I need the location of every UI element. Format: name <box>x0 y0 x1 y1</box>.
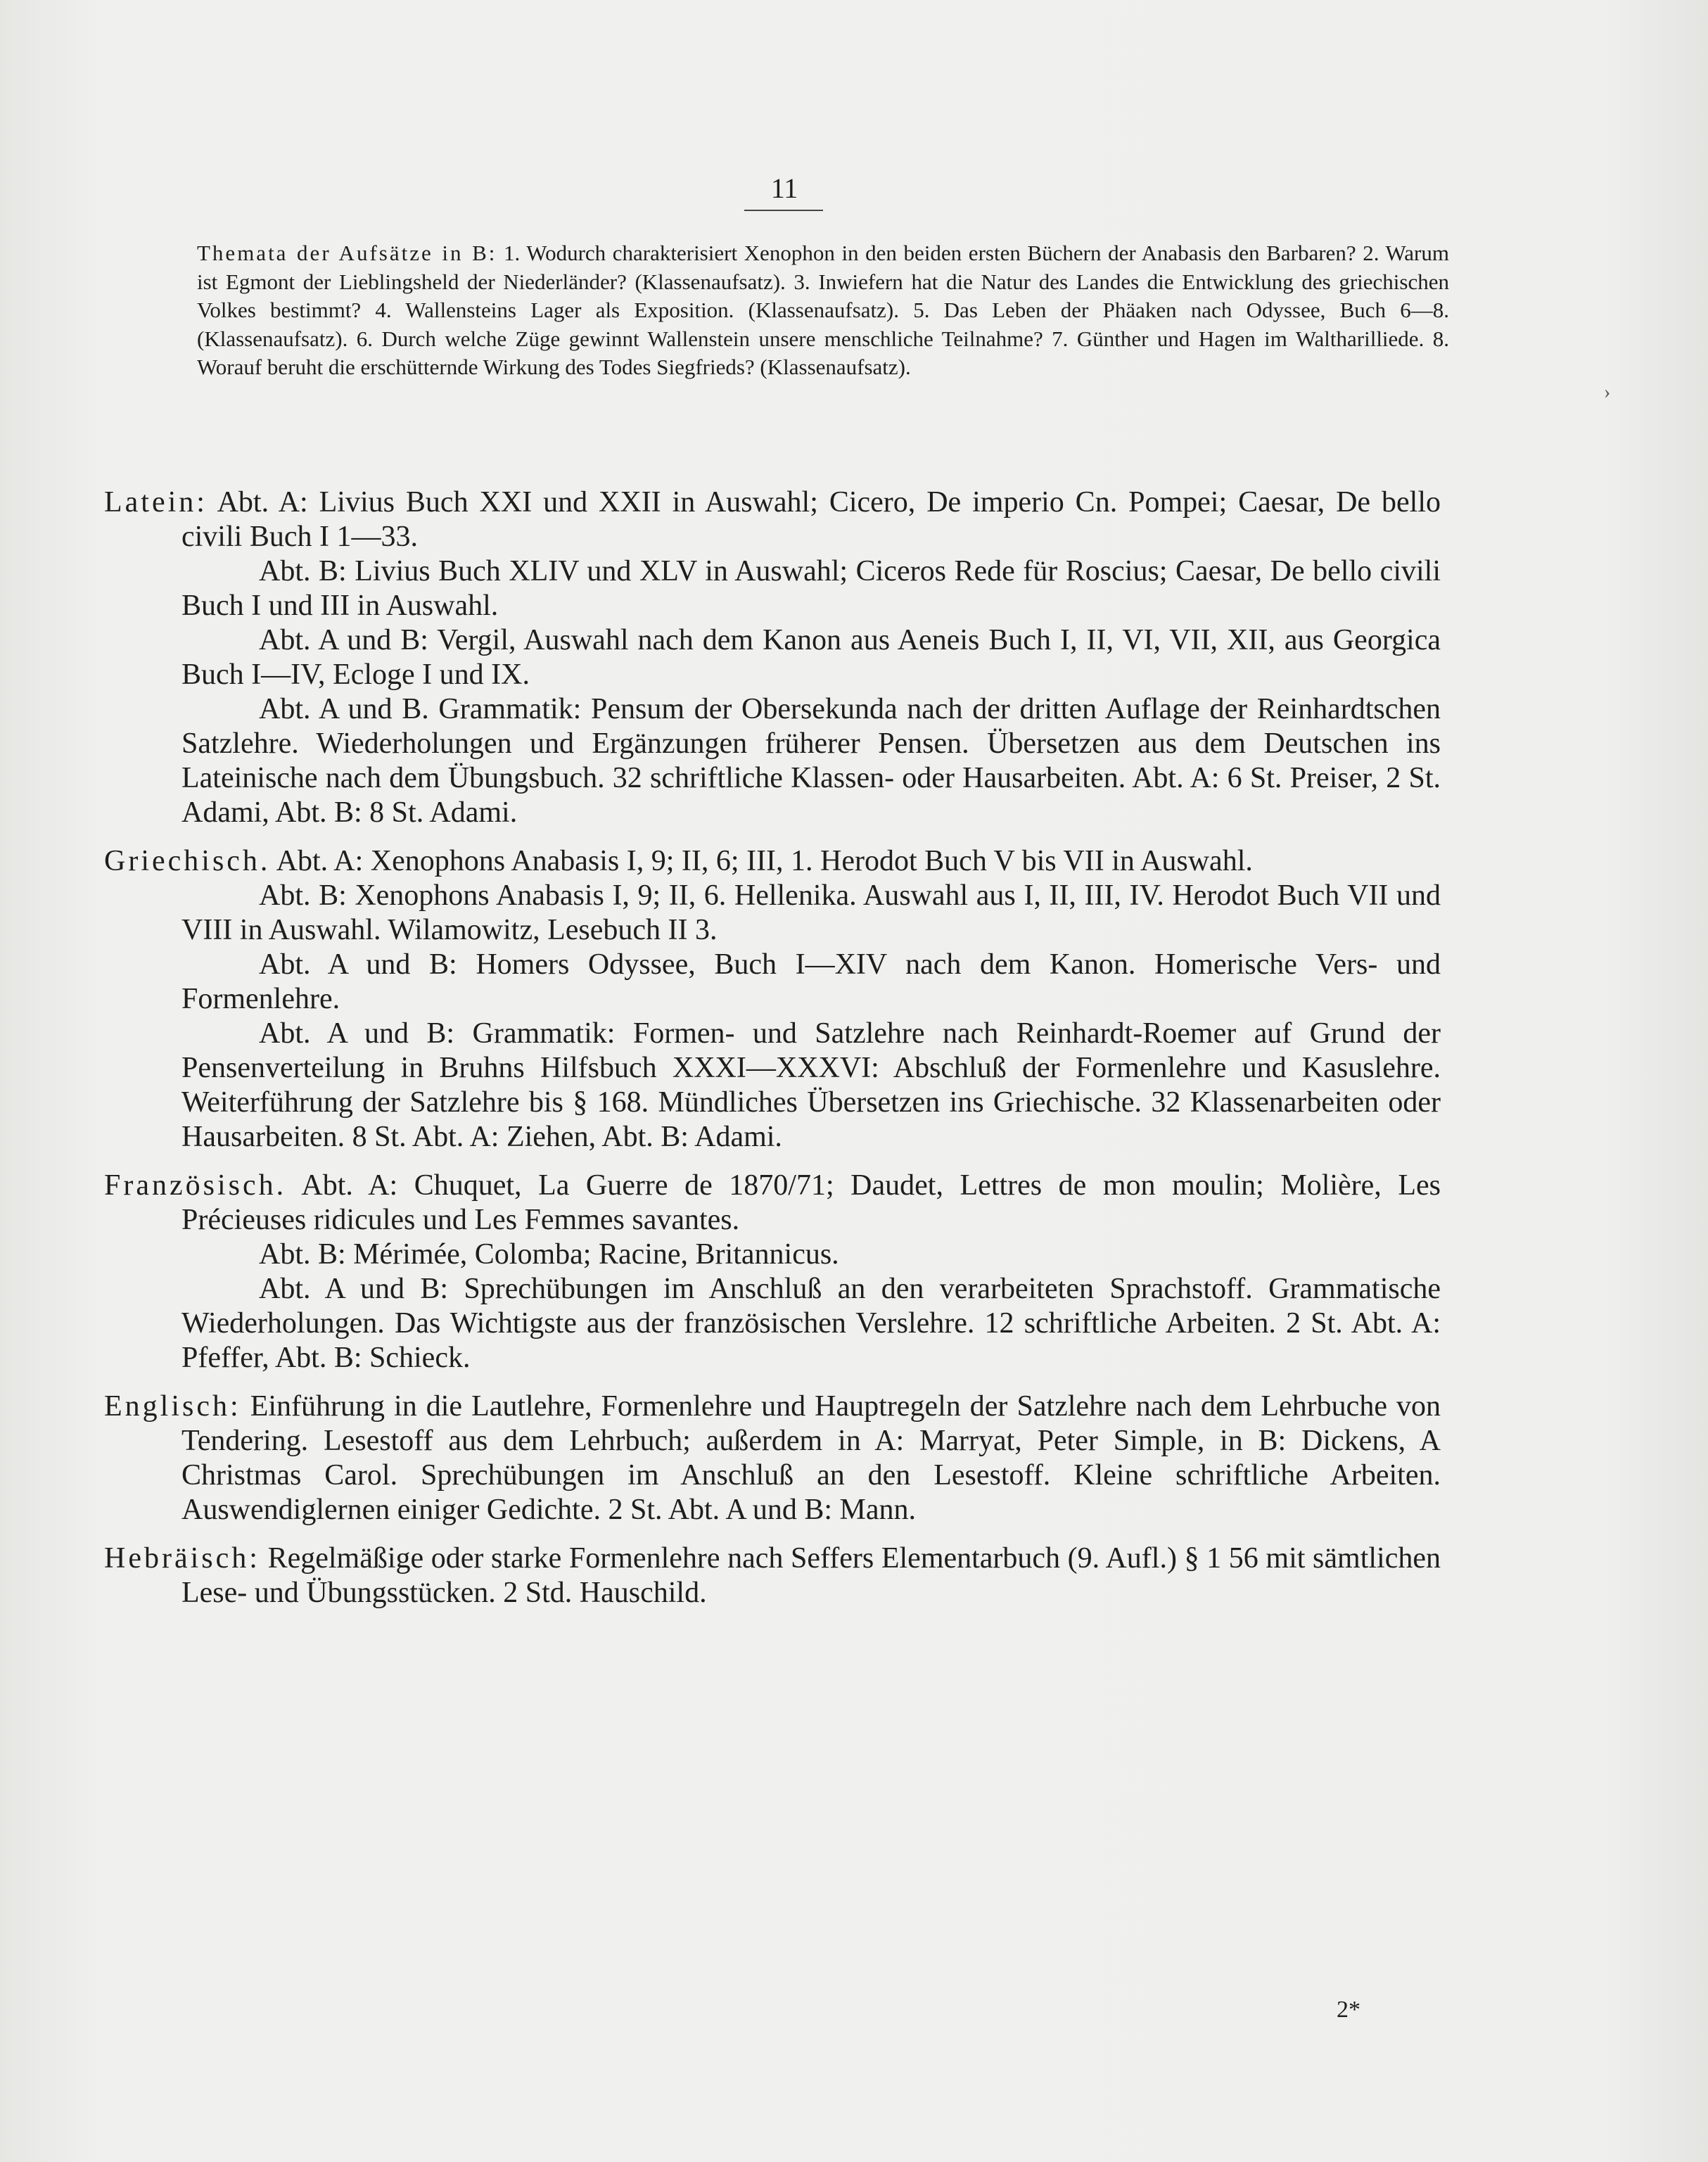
griechisch-heading: Griechisch. <box>104 845 271 877</box>
margin-mark: › <box>1604 381 1611 403</box>
franzoesisch-heading: Französisch. <box>104 1169 287 1202</box>
page-number: 11 <box>770 172 798 204</box>
latein-heading: Latein: <box>104 486 208 519</box>
griechisch-p2: Abt. B: Xenophons Anabasis I, 9; II, 6. Hellenika. Auswahl aus I, II, III, IV. Herodot Buch VII und VIII in Auswahl. Wilamowitz, Lesebuch II 3. <box>181 879 1441 946</box>
signature-mark: 2* <box>1337 1997 1360 2023</box>
griechisch-section <box>104 844 1441 879</box>
latein-p4: Abt. A und B. Grammatik: Pensum der Obersekunda nach der dritten Auflage der Reinhardtschen Satzlehre. Wiederholungen und Ergänzungen früherer Pensen. Übersetzen aus dem Deutschen ins Lateinische nach dem Übungsbuch. 32 schriftliche Klassen- oder Hausarbeiten. Abt. A: 6 St. Preiser, 2 St. Adami, Abt. B: 8 St. Adami. <box>181 693 1441 829</box>
franzoesisch-p3: Abt. A und B: Sprechübungen im Anschluß an den verarbeiteten Sprachstoff. Grammatische Wiederholungen. Das Wichtigste aus der französischen Verslehre. 12 schriftliche Arbeiten. 2 St. Abt. A: Pfeffer, Abt. B: Schieck. <box>181 1273 1441 1374</box>
franzoesisch-section <box>104 1169 1441 1238</box>
hebraeisch-p1: Regelmäßige oder starke Formenlehre nach Seffers Elementarbuch (9. Aufl.) § 1 56 mit sämtlichen Lese- und Übungsstücken. 2 Std. Hauschild. <box>181 1542 1441 1609</box>
page-number-rule <box>744 210 823 211</box>
franzoesisch-p2: Abt. B: Mérimée, Colomba; Racine, Britannicus. <box>259 1238 839 1271</box>
englisch-p1: Einführung in die Lautlehre, Formenlehre und Hauptregeln der Satzlehre nach dem Lehrbuche von Tendering. Lesestoff aus dem Lehrbuch; außerdem in A: Marryat, Peter Simple, in B: Dickens, A Christmas Carol. Sprechübungen im Anschluß an den Lesestoff. Kleine schriftliche Arbeiten. Auswendiglernen einiger Gedichte. 2 St. Abt. A und B: Mann. <box>181 1390 1441 1526</box>
latein-section <box>104 485 1441 554</box>
englisch-section <box>104 1390 1441 1527</box>
latein-p2: Abt. B: Livius Buch XLIV und XLV in Auswahl; Ciceros Rede für Roscius; Caesar, De bello civili Buch I und III in Auswahl. <box>181 555 1441 622</box>
themata-lead: Themata der Aufsätze in B: <box>197 241 497 265</box>
latein-p1: Abt. A: Livius Buch XXI und XXII in Auswahl; Cicero, De imperio Cn. Pompei; Caesar, De bello civili Buch I 1—33. <box>181 486 1441 553</box>
themata-text: 1. Wodurch charakterisiert Xenophon in den beiden ersten Büchern der Anabasis den Barbaren? 2. Warum ist Egmont der Lieblingsheld der Niederländer? (Klassenaufsatz). 3. Inwiefern hat die Natur des Landes die Entwicklung des griechischen Volkes bestimmt? 4. Wallensteins Lager als Exposition. (Klassenaufsatz). 5. Das Leben der Phäaken nach Odyssee, Buch 6—8. (Klassenaufsatz). 6. Durch welche Züge gewinnt Wallenstein unsere menschliche Teilnahme? 7. Günther und Hagen im Waltharilliede. 8. Worauf beruht die erschütternde Wirkung des Todes Siegfrieds? (Klassenaufsatz). <box>197 241 1449 379</box>
themata-paragraph <box>197 239 1449 382</box>
griechisch-p1: Abt. A: Xenophons Anabasis I, 9; II, 6; III, 1. Herodot Buch V bis VII in Auswahl. <box>276 845 1253 877</box>
franzoesisch-p1: Abt. A: Chuquet, La Guerre de 1870/71; Daudet, Lettres de mon moulin; Molière, Les Précieuses ridicules und Les Femmes savantes. <box>181 1169 1441 1236</box>
hebraeisch-heading: Hebräisch: <box>104 1542 260 1575</box>
latein-p3: Abt. A und B: Vergil, Auswahl nach dem Kanon aus Aeneis Buch I, II, VI, VII, XII, aus Georgica Buch I—IV, Ecloge I und IX. <box>181 624 1441 691</box>
hebraeisch-section <box>104 1541 1441 1610</box>
griechisch-p4: Abt. A und B: Grammatik: Formen- und Satzlehre nach Reinhardt-Roemer auf Grund der Pensenverteilung in Bruhns Hilfsbuch XXXI—XXXVI: Abschluß der Formenlehre und Kasuslehre. Weiterführung der Satzlehre bis § 168. Mündliches Übersetzen ins Griechische. 32 Klassenarbeiten oder Hausarbeiten. 8 St. Abt. A: Ziehen, Abt. B: Adami. <box>181 1017 1441 1153</box>
griechisch-p3: Abt. A und B: Homers Odyssee, Buch I—XIV nach dem Kanon. Homerische Vers- und Formenlehre. <box>181 948 1441 1015</box>
englisch-heading: Englisch: <box>104 1390 241 1423</box>
curriculum-body <box>104 485 1441 1610</box>
